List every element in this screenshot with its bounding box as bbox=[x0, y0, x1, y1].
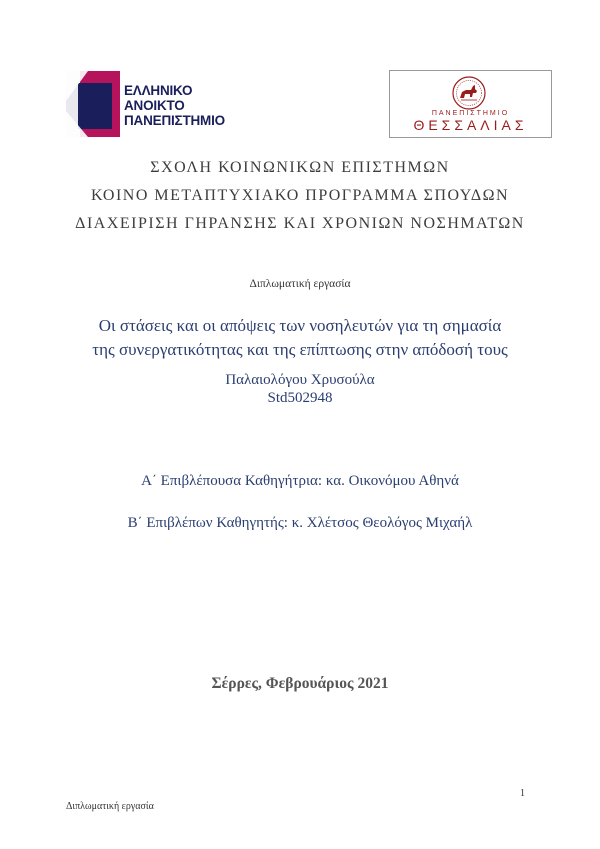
thesis-title-line-1: Οι στάσεις και οι απόψεις των νοσηλευτών για τη σημασία bbox=[98, 316, 502, 335]
centaur-emblem-icon bbox=[444, 75, 494, 111]
page-number: 1 bbox=[520, 788, 525, 799]
hou-logo-line-1: ΕΛΛΗΝΙΚΟ bbox=[124, 83, 193, 98]
author-block bbox=[0, 371, 600, 407]
specialization-heading: ΔΙΑΧΕΙΡΙΣΗ ΓΗΡΑΝΣΗΣ ΚΑΙ ΧΡΟΝΙΩΝ ΝΟΣΗΜΑΤΩΝ bbox=[75, 215, 525, 232]
uth-logo-line-2: ΘΕΣΣΑΛΙΑΣ bbox=[413, 117, 528, 133]
school-heading: ΣΧΟΛΗ ΚΟΙΝΩΝΙΚΩΝ ΕΠΙΣΤΗΜΩΝ bbox=[150, 159, 450, 176]
page-footer: Διπλωματική εργασία bbox=[66, 801, 154, 812]
hou-logo-mark bbox=[66, 71, 120, 137]
hou-logo-shape-icon bbox=[66, 71, 120, 137]
place-and-date: Σέρρες, Φεβρουάριος 2021 bbox=[211, 675, 389, 692]
author-name: Παλαιολόγου Χρυσούλα bbox=[225, 372, 375, 388]
document-type: Διπλωματική εργασία bbox=[249, 278, 351, 290]
student-id: Std502948 bbox=[267, 390, 333, 406]
university-of-thessaly-logo bbox=[389, 70, 552, 138]
hou-logo-line-2: ΑΝΟΙΚΤΟ bbox=[124, 98, 185, 113]
uth-logo-line-1: ΠΑΝΕΠΙΣΤΗΜΙΟ bbox=[431, 110, 510, 117]
first-supervisor: Α΄ Επιβλέπουσα Καθηγήτρια: κα. Οικονόμου Αθηνά bbox=[141, 473, 459, 489]
second-supervisor: Β΄ Επιβλέπων Καθηγητής: κ. Χλέτσος Θεολόγος Μιχαήλ bbox=[127, 515, 473, 531]
program-heading: ΚΟΙΝΟ ΜΕΤΑΠΤΥΧΙΑΚΟ ΠΡΟΓΡΑΜΜΑ ΣΠΟΥΔΩΝ bbox=[90, 187, 510, 204]
hou-logo-line-3: ΠΑΝΕΠΙΣΤΗΜΙΟ bbox=[124, 113, 225, 128]
hellenic-open-university-logo bbox=[66, 71, 225, 137]
thesis-title bbox=[0, 314, 600, 362]
hou-logo-text bbox=[124, 83, 225, 128]
thesis-title-line-2: της συνεργατικότητας και της επίπτωσης στην απόδοσή τους bbox=[92, 340, 508, 359]
